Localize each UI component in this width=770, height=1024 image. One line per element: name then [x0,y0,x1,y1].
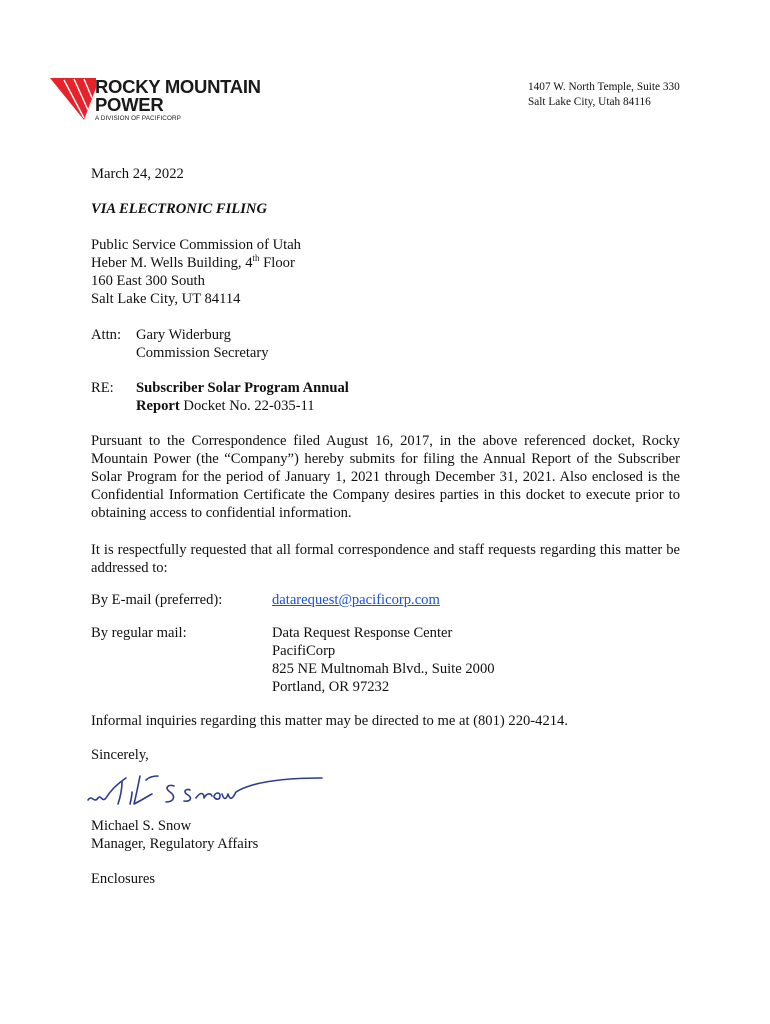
attn-label: Attn: [91,327,121,343]
recipient-block [91,236,301,308]
attn-name: Gary Widerburg [136,327,231,343]
closing-text: Sincerely, [91,747,149,763]
delivery-method: VIA ELECTRONIC FILING [91,201,267,217]
letterhead-address [528,80,680,109]
company-logo-text [95,77,261,123]
attn-block [136,326,269,362]
signer-name: Michael S. Snow [91,818,192,834]
mail-line3: 825 NE Multnomah Blvd., Suite 2000 [272,661,495,677]
re-subject-line2: Report Docket No. 22-035-11 [136,398,315,414]
logo-line2: POWER [95,94,164,115]
email-link[interactable]: datarequest@pacificorp.com [272,592,440,608]
handwritten-signature [82,770,342,819]
re-label: RE: [91,380,114,396]
recipient-line3: 160 East 300 South [91,273,205,289]
letter-date: March 24, 2022 [91,166,184,182]
recipient-line1: Public Service Commission of Utah [91,237,301,253]
logo-line1: ROCKY MOUNTAIN [95,76,261,97]
signer-title: Manager, Regulatory Affairs [91,836,259,852]
email-label: By E-mail (preferred): [91,592,223,608]
enclosures-note: Enclosures [91,871,156,887]
signer-block [91,817,258,853]
inquiries-text: Informal inquiries regarding this matter may be directed to me at (801) 220-4214. [91,713,568,729]
mail-address-block [272,624,495,696]
mail-line1: Data Request Response Center [272,625,453,641]
recipient-line4: Salt Lake City, UT 84114 [91,291,241,307]
mail-label: By regular mail: [91,625,187,641]
logo-subtitle: A DIVISION OF PACIFICORP [95,115,181,122]
address-line1: 1407 W. North Temple, Suite 330 [528,81,680,93]
body-paragraph-1: Pursuant to the Correspondence filed August 16, 2017, in the above referenced docket, Rocky Mountain Power (the “Company”) hereby submits for filing the Annual Report of the Subscriber Solar Program for the period of January 1, 2021 through December 31, 2021. Also enclosed is the Confidential Information Certificate the Company desires parties in this docket to execute prior to obtaining access to confidential information. [91,433,680,521]
recipient-line2: Heber M. Wells Building, 4th Floor [91,253,295,271]
attn-title: Commission Secretary [136,345,269,361]
mail-line4: Portland, OR 97232 [272,679,390,695]
address-line2: Salt Lake City, Utah 84116 [528,95,651,108]
re-block [136,379,349,415]
mail-line2: PacifiCorp [272,643,336,659]
rocky-mountain-power-logo-icon [50,78,96,125]
body-paragraph-2: It is respectfully requested that all formal correspondence and staff requests regarding this matter be addressed to: [91,542,680,576]
re-subject-line1: Subscriber Solar Program Annual [136,380,349,396]
